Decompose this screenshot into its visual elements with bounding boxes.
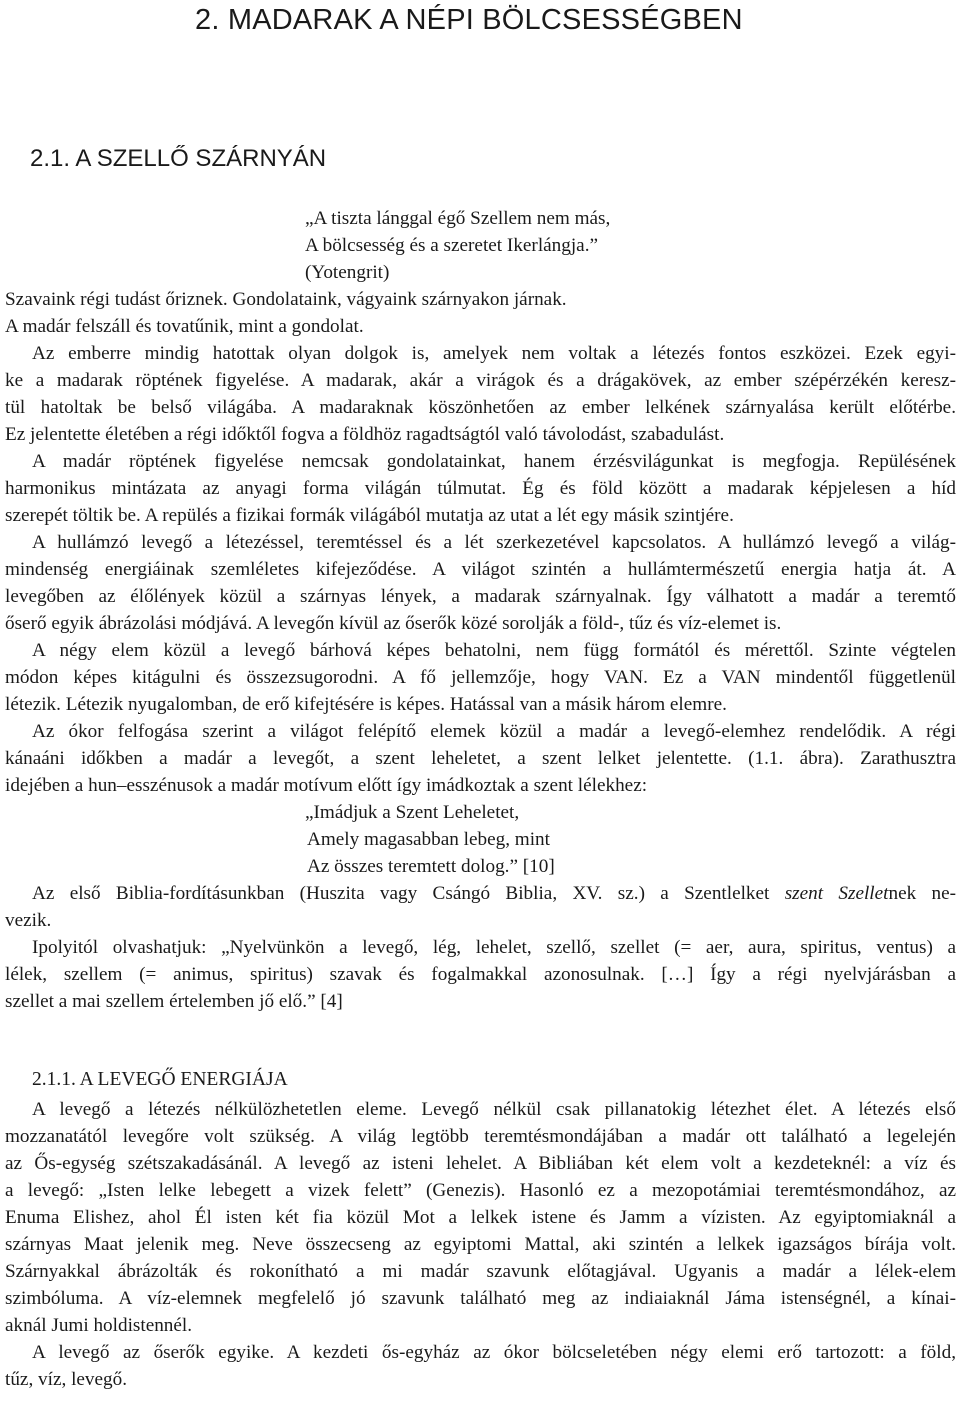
paragraph-line: kánaáni időkben a madár a levegőt, a szent leheletet, a szent lelket jelentette. (1.1. ábra). Zarathusztra — [5, 748, 956, 769]
paragraph-line: tül hatoltak be belső világába. A madaraknak köszönhetően az ember lelkének szárnyalása került előtérbe. — [5, 397, 956, 418]
paragraph-line: A madár röptének figyelése nemcsak gondolatainkat, hanem érzésvilágunkat is megfogja. Repülésének — [32, 451, 956, 472]
motto-line: „A tiszta lánggal égő Szellem nem más, — [305, 208, 611, 229]
paragraph-line: szimbóluma. A víz-elemnek megfelelő jó szavunk található meg az indiaiaknál Jáma istenségnél, a kínai- — [5, 1288, 956, 1309]
paragraph-line: Enuma Elishez, ahol Él isten két fia közül Mot a lelkek istene és Jamm a vízisten. Az egyiptomiaknál a — [5, 1207, 956, 1228]
paragraph-line: szellet a mai szellem értelemben jő elő.” [4] — [5, 991, 343, 1012]
intro-line: A madár felszáll és tovatűnik, mint a gondolat. — [5, 316, 364, 337]
subsection-title: 2.1.1. A LEVEGŐ ENERGIÁJA — [32, 1069, 288, 1090]
paragraph-line: A négy elem közül a levegő bárhová képes behatolni, nem függ formától és mérettől. Szinte végtelen — [32, 640, 956, 661]
prayer-line: „Imádjuk a Szent Leheletet, — [305, 802, 520, 823]
paragraph-line: Ez jelentette életében a régi időktől fogva a földhöz ragadtságtól való távolodást, szabadulást. — [5, 424, 725, 445]
paragraph-line: ke a madarak röptének figyelése. A madarak, akár a virágok és a drágakövek, az ember szépérzékén keresz- — [5, 370, 956, 391]
paragraph-line: mindenség energiáinak szemléletes kifejeződése. A világot szintén a hullámtermészetű energia hatja át. A — [5, 559, 956, 580]
paragraph-line: Az emberre mindig hatottak olyan dolgok is, amelyek nem voltak a létezés fontos eszközei. Ezek egyi- — [32, 343, 956, 364]
paragraph-line: vezik. — [5, 910, 52, 931]
paragraph-line: létezik. Létezik nyugalomban, de erő kifejtésére is képes. Hatással van a másik három elemre. — [5, 694, 727, 715]
intro-line: Szavaink régi tudást őriznek. Gondolataink, vágyaink szárnyakon járnak. — [5, 289, 567, 310]
paragraph-line: lélek, szellem (= animus, spiritus) szavak és fogalmakkal azonosulnak. […] Így a régi nyelvjárásban a — [5, 964, 956, 985]
paragraph-line: harmonikus mintázata az anyagi forma világán túlmutat. Ég és föld között a madarak képjelesen a híd — [5, 478, 956, 499]
paragraph-line: Ipolyitól olvashatjuk: „Nyelvünkön a levegő, lég, lehelet, szellő, szellet (= aer, aura, spiritus, ventus) a — [32, 937, 956, 958]
motto-line: A bölcsesség és a szeretet Ikerlángja.” — [305, 235, 599, 256]
paragraph-line: a levegő: „Isten lelke lebegett a vizek felett” (Genezis). Hasonló ez a mezopotámiai teremtésmondához, az — [5, 1180, 956, 1201]
text-run: Az első Biblia-fordításunkban (Huszita vagy Csángó Biblia, XV. sz.) a Szentlelket — [32, 883, 785, 904]
chapter-title: 2. MADARAK A NÉPI BÖLCSESSÉGBEN — [195, 4, 743, 36]
paragraph-line: tűz, víz, levegő. — [5, 1369, 128, 1390]
text-run: nek ne- — [888, 883, 956, 904]
paragraph-line: szárnyas Maat jelenik meg. Neve összecseng az egyiptomi Mattal, aki szintén a lelkek igazságos bírája volt. — [5, 1234, 956, 1255]
prayer-line: Az összes teremtett dolog.” [10] — [307, 856, 555, 877]
italic-term: szent Szellet — [784, 883, 889, 904]
paragraph-line: mozzanatától levegőre volt szükség. A világ legtöbb teremtésmondájában a madár ott található a legelején — [5, 1126, 956, 1147]
paragraph-line: levegőben az élőlények közül a szárnyas lények, a madarak szárnyalnak. Így válhatott a madár a teremtő — [5, 586, 956, 607]
prayer-line: Amely magasabban lebeg, mint — [307, 829, 550, 850]
paragraph-line: A levegő a létezés nélkülözhetetlen eleme. Levegő nélkül csak pillanatokig létezhet élet. A létezés első — [32, 1099, 956, 1120]
paragraph-line — [32, 880, 956, 907]
paragraph-line: idejében a hun–esszénusok a madár motívum előtt így imádkoztak a szent lélekhez: — [5, 775, 648, 796]
section-title: 2.1. A SZELLŐ SZÁRNYÁN — [30, 145, 327, 172]
motto-source: (Yotengrit) — [305, 262, 390, 283]
paragraph-line: A levegő az őserők egyike. A kezdeti ős-egyház az ókor bölcseletében négy elemi erő tartozott: a föld, — [32, 1342, 956, 1363]
paragraph-line: aknál Jumi holdistennél. — [5, 1315, 193, 1336]
paragraph-line: Az ókor felfogása szerint a világot felépítő elemek közül a madár a levegő-elemhez rendelődik. A régi — [32, 721, 956, 742]
paragraph-line: az Ős-egység szétszakadásánál. A levegő az isteni lehelet. A Bibliában két elem volt a kezdeteknél: a víz és — [5, 1153, 956, 1174]
paragraph-line: A hullámzó levegő a létezéssel, teremtéssel és a lét szerkezetével kapcsolatos. A hullámzó levegő a világ- — [32, 532, 956, 553]
paragraph-line: Szárnyakkal ábrázolták és rokonítható a mi madár szavunk előtagjával. Ugyanis a madár a lélek-elem — [5, 1261, 956, 1282]
paragraph-line: módon képes kitágulni és összezsugorodni. A fő jellemzője, hogy VAN. Ez a VAN mindentől függetlenül — [5, 667, 956, 688]
paragraph-line: őserő egyik ábrázolási módjává. A levegőn kívül az őserők közé sorolják a föld-, tűz és víz-elemet is. — [5, 613, 782, 634]
paragraph-line: szerepét töltik be. A repülés a fizikai formák világából mutatja az utat a lét egy másik szintjére. — [5, 505, 734, 526]
